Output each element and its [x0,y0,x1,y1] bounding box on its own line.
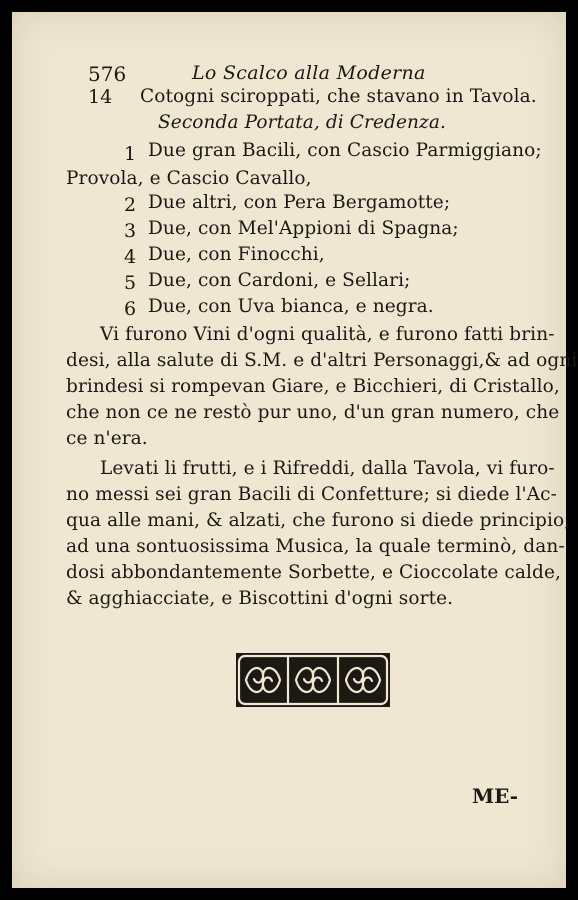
paragraph-line: Vi furono Vini d'ogni qualità, e furono fatti brin- [100,324,555,345]
section-heading: Seconda Portata, di Credenza. [158,112,447,133]
paragraph-line: qua alle mani, & alzati, che furono si diede principio, [66,510,571,531]
menu-item-text: Due, con Finocchi, [148,244,325,265]
item-number: 5 [124,272,137,294]
menu-item-text: Due gran Bacili, con Cascio Parmiggiano; [148,140,542,161]
item-number: 2 [124,194,137,216]
item-number: 14 [88,86,113,108]
paragraph-line: ad una sontuosissima Musica, la quale terminò, dan- [66,536,565,557]
menu-item-text: Due, con Cardoni, e Sellari; [148,270,411,291]
running-title: Lo Scalco alla Moderna [192,62,426,84]
paragraph-line: dosi abbondantemente Sorbette, e Cioccolate calde, [66,562,561,583]
paragraph-line: desi, alla salute di S.M. e d'altri Personaggi,& ad ogni [66,350,578,371]
paragraph-line: & agghiacciate, e Biscottini d'ogni sorte. [66,588,454,609]
book-page [12,12,578,888]
menu-item-text: Due, con Mel'Appioni di Spagna; [148,218,459,239]
paragraph-line: Levati li frutti, e i Rifreddi, dalla Tavola, vi furo- [100,458,555,479]
paragraph-line: ce n'era. [66,428,148,449]
menu-item-text: Provola, e Cascio Cavallo, [66,168,312,189]
item-number: 1 [124,143,137,165]
item-number: 4 [124,246,137,268]
item-number: 3 [124,220,137,242]
menu-item-text: Cotogni sciroppati, che stavano in Tavola. [140,86,537,107]
paragraph-line: no messi sei gran Bacili di Confetture; si diede l'Ac- [66,484,557,505]
paragraph-line: che non ce ne restò pur uno, d'un gran numero, che [66,402,560,423]
item-number: 6 [124,298,137,320]
paragraph-line: brindesi si rompevan Giare, e Bicchieri, di Cristallo, [66,376,560,397]
menu-item-text: Due, con Uva bianca, e negra. [148,296,434,317]
page-number: 576 [88,62,127,86]
catchword: ME- [472,784,519,808]
menu-item-text: Due altri, con Pera Bergamotte; [148,192,451,213]
printer-ornament [236,653,390,707]
